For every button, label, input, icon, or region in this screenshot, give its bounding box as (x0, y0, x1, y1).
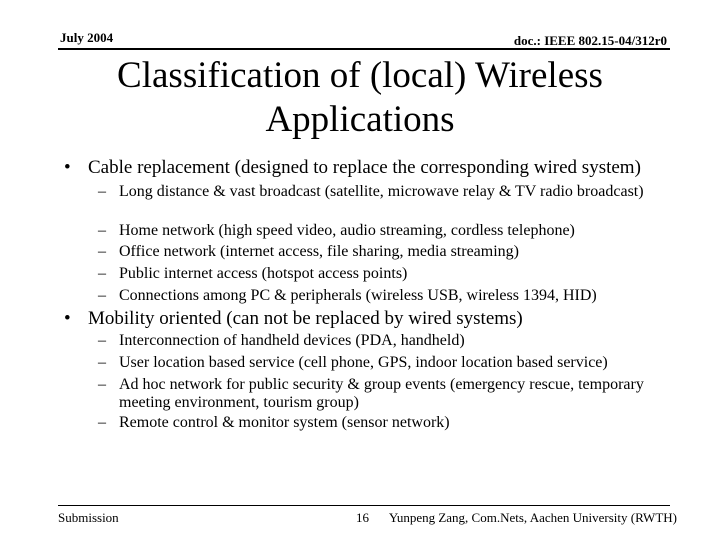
bullet-text: Mobility oriented (can not be replaced by wired systems) (88, 308, 523, 329)
bullet-text: Cable replacement (designed to replace the corresponding wired system) (88, 157, 641, 178)
dash-symbol: – (98, 414, 106, 431)
subitem-text: Connections among PC & peripherals (wireless USB, wireless 1394, HID) (119, 287, 597, 304)
subitem (98, 287, 668, 305)
subitem (98, 265, 668, 283)
dash-symbol: – (98, 222, 106, 239)
dash-symbol: – (98, 243, 106, 260)
footer-author: Yunpeng Zang, Com.Nets, Aachen University (RWTH) (388, 510, 677, 525)
footer-divider (58, 505, 670, 506)
footer-submission: Submission (58, 510, 119, 525)
header-doc-id: doc.: IEEE 802.15-04/312r0 (513, 33, 667, 48)
subitem (98, 183, 668, 201)
subitem-text: Home network (high speed video, audio streaming, cordless telephone) (119, 222, 575, 239)
subitem-text: Public internet access (hotspot access points) (119, 265, 408, 282)
subitem (98, 354, 668, 372)
subitem-text: Interconnection of handheld devices (PDA, handheld) (119, 332, 465, 349)
dash-symbol: – (98, 183, 106, 200)
bullet-mobility-oriented (64, 308, 523, 330)
subitem-text: Office network (internet access, file sharing, media streaming) (119, 243, 519, 260)
bullet-symbol: • (64, 157, 71, 178)
dash-symbol: – (98, 287, 106, 304)
subitem (98, 332, 668, 350)
page-number: 16 (356, 510, 369, 525)
subitem-text: User location based service (cell phone, GPS, indoor location based service) (119, 354, 608, 371)
subitem-text: Remote control & monitor system (sensor network) (119, 414, 450, 431)
subitem (98, 222, 668, 240)
dash-symbol: – (98, 354, 106, 371)
subitem (98, 414, 668, 432)
bullet-cable-replacement (64, 157, 641, 179)
dash-symbol: – (98, 332, 106, 349)
header-divider (58, 48, 670, 50)
subitem (98, 243, 668, 261)
slide-title: Classification of (local) Wireless Applications (117, 55, 603, 140)
subitem (98, 376, 668, 412)
dash-symbol: – (98, 376, 106, 393)
subitem-text: Ad hoc network for public security & group events (emergency rescue, temporary meeting environment, tourism group) (119, 376, 644, 411)
subitem-text: Long distance & vast broadcast (satellite, microwave relay & TV radio broadcast) (119, 183, 644, 200)
header-date: July 2004 (60, 30, 114, 45)
bullet-symbol: • (64, 308, 71, 329)
dash-symbol: – (98, 265, 106, 282)
